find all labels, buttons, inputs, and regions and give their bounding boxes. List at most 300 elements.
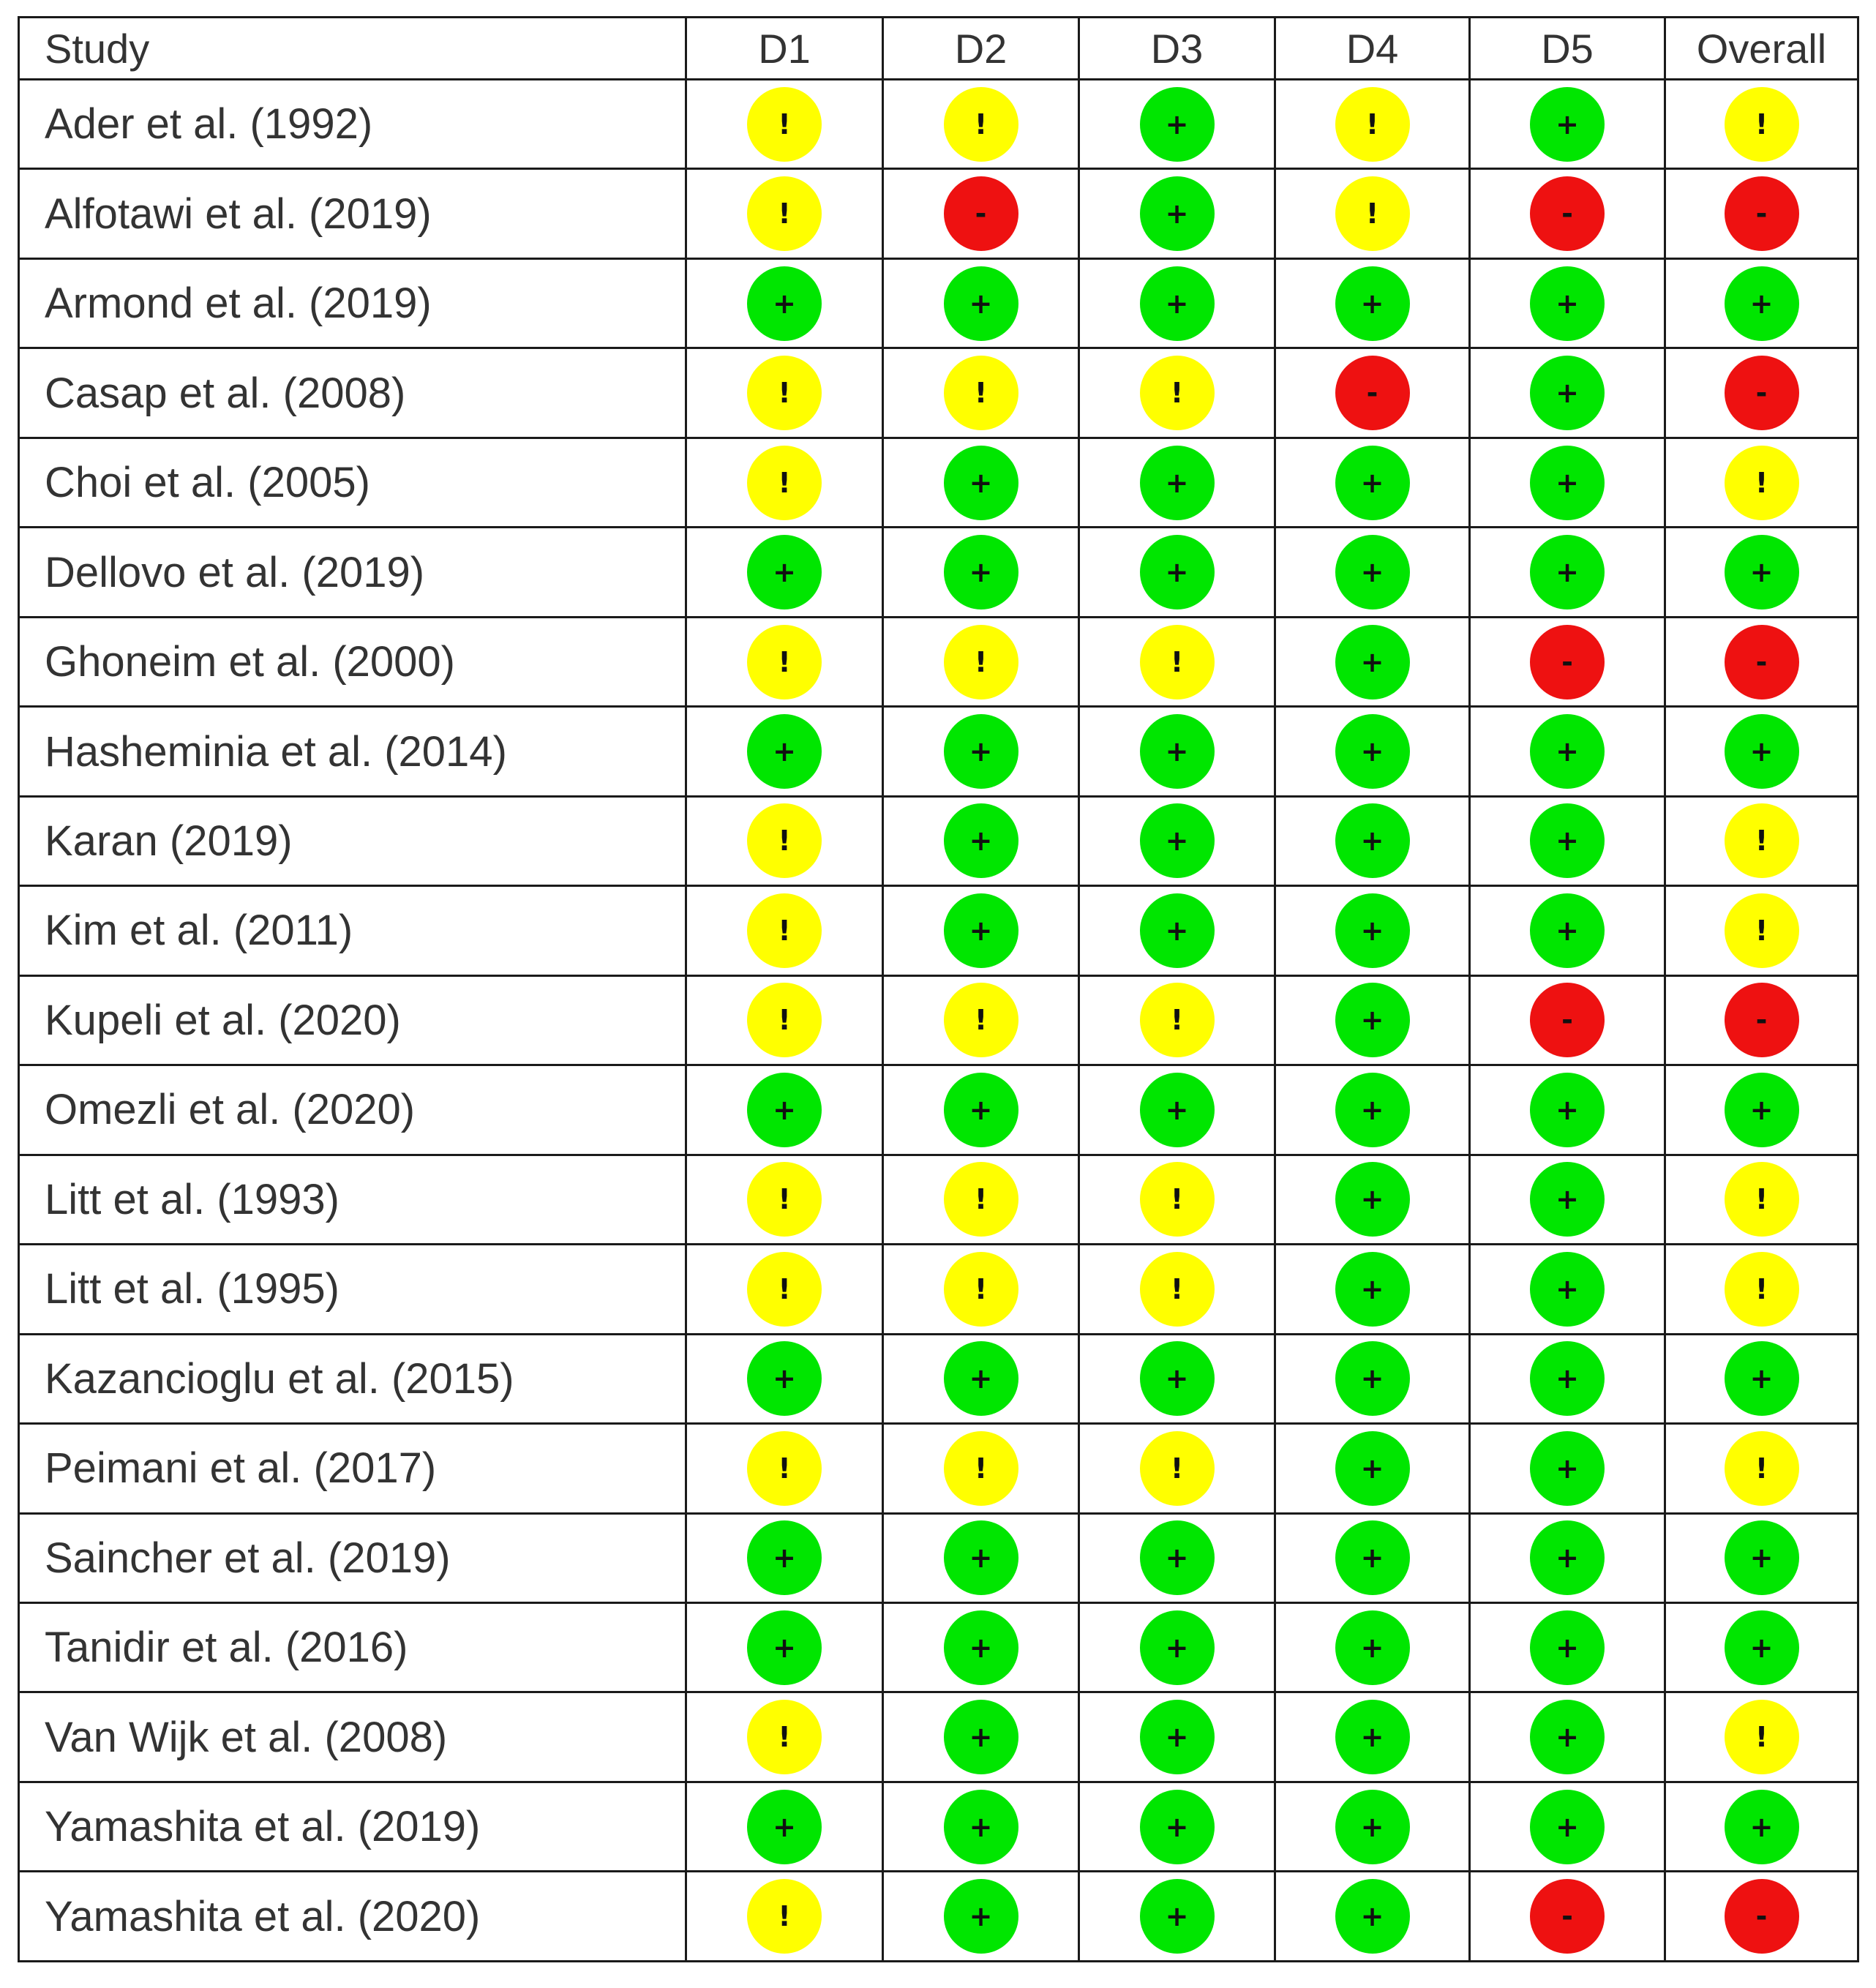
- rating-cell-d2: [883, 1334, 1079, 1423]
- rating-cell-d5: [1470, 1602, 1665, 1692]
- rating-cell-d3: [1079, 617, 1275, 706]
- rating-cell-d1: [686, 169, 883, 258]
- rating-cell-overall: [1665, 1245, 1858, 1334]
- rating-cell-d2: [883, 707, 1079, 796]
- rating-cell-d4: [1275, 1065, 1470, 1155]
- rating-cell-d2: [883, 1065, 1079, 1155]
- column-header-d4: D4: [1275, 18, 1470, 80]
- rating-cell-d2: [883, 1155, 1079, 1244]
- rating-cell-d2: [883, 348, 1079, 438]
- table-row: [19, 1782, 1858, 1871]
- rating-low-dot: +: [1725, 1520, 1799, 1595]
- rating-low-dot: +: [1140, 446, 1215, 520]
- rating-cell-d2: [883, 438, 1079, 527]
- rating-some-dot: !: [1140, 625, 1215, 699]
- rating-low-dot: +: [1530, 1341, 1605, 1416]
- rating-cell-d4: [1275, 617, 1470, 706]
- rating-low-dot: +: [1530, 266, 1605, 341]
- rating-cell-d2: [883, 796, 1079, 885]
- rating-cell-d1: [686, 1334, 883, 1423]
- rating-some-dot: !: [944, 1162, 1018, 1237]
- rating-cell-d4: [1275, 528, 1470, 617]
- rating-high-dot: -: [1530, 1879, 1605, 1954]
- rating-cell-d5: [1470, 1245, 1665, 1334]
- rating-low-dot: +: [1725, 1073, 1799, 1147]
- study-name: Casap et al. (2008): [19, 348, 686, 438]
- rating-low-dot: +: [747, 1790, 822, 1864]
- rating-cell-d2: [883, 1513, 1079, 1602]
- rating-cell-d3: [1079, 348, 1275, 438]
- rating-some-dot: !: [747, 625, 822, 699]
- rating-low-dot: +: [1530, 1162, 1605, 1237]
- column-header-study: Study: [19, 18, 686, 80]
- rating-low-dot: +: [1140, 893, 1215, 968]
- rating-cell-d5: [1470, 886, 1665, 975]
- rating-cell-overall: [1665, 886, 1858, 975]
- rating-low-dot: +: [1140, 1610, 1215, 1685]
- rating-low-dot: +: [1725, 714, 1799, 789]
- rating-cell-d2: [883, 169, 1079, 258]
- rating-low-dot: +: [1335, 893, 1410, 968]
- rating-cell-d1: [686, 1513, 883, 1602]
- column-header-d1: D1: [686, 18, 883, 80]
- rating-cell-d2: [883, 1424, 1079, 1513]
- rating-some-dot: !: [747, 446, 822, 520]
- rating-cell-d5: [1470, 438, 1665, 527]
- rating-some-dot: !: [944, 625, 1018, 699]
- rating-low-dot: +: [1725, 535, 1799, 609]
- rating-cell-d3: [1079, 1872, 1275, 1962]
- rating-cell-d4: [1275, 707, 1470, 796]
- rating-cell-d5: [1470, 80, 1665, 169]
- rating-cell-d1: [686, 1782, 883, 1871]
- rating-some-dot: !: [747, 983, 822, 1057]
- rating-cell-d2: [883, 1872, 1079, 1962]
- rating-some-dot: !: [1725, 87, 1799, 162]
- table-row: [19, 169, 1858, 258]
- rating-cell-overall: [1665, 1065, 1858, 1155]
- rating-cell-d2: [883, 617, 1079, 706]
- study-name: Van Wijk et al. (2008): [19, 1692, 686, 1782]
- rating-cell-overall: [1665, 1692, 1858, 1782]
- rating-cell-d1: [686, 528, 883, 617]
- rating-cell-d2: [883, 258, 1079, 348]
- rating-cell-d1: [686, 1692, 883, 1782]
- rating-low-dot: +: [1335, 983, 1410, 1057]
- rating-cell-d2: [883, 1245, 1079, 1334]
- rating-low-dot: +: [1335, 1610, 1410, 1685]
- rating-low-dot: +: [747, 1610, 822, 1685]
- table-row: [19, 1065, 1858, 1155]
- rating-cell-d1: [686, 1602, 883, 1692]
- study-name: Yamashita et al. (2020): [19, 1872, 686, 1962]
- rating-low-dot: +: [1530, 1252, 1605, 1327]
- rating-some-dot: !: [747, 1162, 822, 1237]
- rating-low-dot: +: [1725, 266, 1799, 341]
- rating-low-dot: +: [1140, 1790, 1215, 1864]
- rating-low-dot: +: [1335, 1431, 1410, 1506]
- rating-cell-d3: [1079, 438, 1275, 527]
- rating-cell-overall: [1665, 438, 1858, 527]
- rating-some-dot: !: [1725, 893, 1799, 968]
- study-name: Kupeli et al. (2020): [19, 975, 686, 1065]
- rating-high-dot: -: [1725, 625, 1799, 699]
- rating-cell-d1: [686, 258, 883, 348]
- column-header-d3: D3: [1079, 18, 1275, 80]
- rating-low-dot: +: [944, 1879, 1018, 1954]
- rating-low-dot: +: [1140, 803, 1215, 878]
- rating-cell-d3: [1079, 258, 1275, 348]
- rating-cell-d5: [1470, 1692, 1665, 1782]
- rating-high-dot: -: [1725, 176, 1799, 251]
- study-name: Peimani et al. (2017): [19, 1424, 686, 1513]
- rating-low-dot: +: [1530, 87, 1605, 162]
- rating-low-dot: +: [944, 535, 1018, 609]
- rating-high-dot: -: [1725, 356, 1799, 430]
- table-row: [19, 617, 1858, 706]
- rating-cell-d4: [1275, 1872, 1470, 1962]
- rating-cell-d1: [686, 975, 883, 1065]
- rating-low-dot: +: [944, 1790, 1018, 1864]
- rating-cell-d1: [686, 1155, 883, 1244]
- rating-cell-d1: [686, 1872, 883, 1962]
- column-header-overall: Overall: [1665, 18, 1858, 80]
- rating-low-dot: +: [1725, 1610, 1799, 1685]
- rating-some-dot: !: [1725, 1431, 1799, 1506]
- rating-cell-overall: [1665, 1602, 1858, 1692]
- rating-some-dot: !: [1140, 1162, 1215, 1237]
- rating-low-dot: +: [1530, 1700, 1605, 1774]
- rating-high-dot: -: [1530, 176, 1605, 251]
- rating-some-dot: !: [1725, 803, 1799, 878]
- rating-cell-d3: [1079, 1334, 1275, 1423]
- rating-cell-d2: [883, 80, 1079, 169]
- table-body: [19, 80, 1858, 1962]
- study-name: Omezli et al. (2020): [19, 1065, 686, 1155]
- rating-low-dot: +: [747, 1520, 822, 1595]
- rating-cell-d5: [1470, 1065, 1665, 1155]
- study-name: Karan (2019): [19, 796, 686, 885]
- rating-some-dot: !: [747, 176, 822, 251]
- table-row: [19, 1424, 1858, 1513]
- rating-low-dot: +: [747, 714, 822, 789]
- rating-some-dot: !: [747, 893, 822, 968]
- rating-cell-d4: [1275, 1334, 1470, 1423]
- rating-cell-d5: [1470, 1782, 1665, 1871]
- rating-cell-d5: [1470, 707, 1665, 796]
- rating-cell-d4: [1275, 1692, 1470, 1782]
- rating-cell-d5: [1470, 975, 1665, 1065]
- table-row: [19, 528, 1858, 617]
- study-name: Armond et al. (2019): [19, 258, 686, 348]
- rating-cell-d4: [1275, 796, 1470, 885]
- study-name: Hasheminia et al. (2014): [19, 707, 686, 796]
- rating-some-dot: !: [747, 1252, 822, 1327]
- rating-some-dot: !: [944, 1431, 1018, 1506]
- rating-cell-d5: [1470, 1513, 1665, 1602]
- rating-cell-d2: [883, 886, 1079, 975]
- rating-some-dot: !: [1140, 1431, 1215, 1506]
- rating-cell-d5: [1470, 617, 1665, 706]
- rating-high-dot: -: [1530, 983, 1605, 1057]
- rating-low-dot: +: [1335, 714, 1410, 789]
- rating-some-dot: !: [747, 356, 822, 430]
- table-row: [19, 258, 1858, 348]
- rating-low-dot: +: [1335, 1520, 1410, 1595]
- rating-some-dot: !: [1140, 1252, 1215, 1327]
- rating-cell-d1: [686, 1424, 883, 1513]
- rating-cell-d4: [1275, 1782, 1470, 1871]
- rating-low-dot: +: [1335, 1879, 1410, 1954]
- rating-cell-d1: [686, 1245, 883, 1334]
- rating-cell-d3: [1079, 796, 1275, 885]
- rating-low-dot: +: [1530, 1431, 1605, 1506]
- rating-cell-overall: [1665, 617, 1858, 706]
- rating-cell-d4: [1275, 1602, 1470, 1692]
- rating-low-dot: +: [1530, 356, 1605, 430]
- table-row: [19, 438, 1858, 527]
- rating-cell-d5: [1470, 348, 1665, 438]
- rating-low-dot: +: [944, 1700, 1018, 1774]
- rating-cell-overall: [1665, 1782, 1858, 1871]
- rating-some-dot: !: [1140, 983, 1215, 1057]
- table-row: [19, 1155, 1858, 1244]
- rating-low-dot: +: [1140, 1879, 1215, 1954]
- rating-cell-d4: [1275, 258, 1470, 348]
- rating-low-dot: +: [1140, 1073, 1215, 1147]
- rating-some-dot: !: [944, 983, 1018, 1057]
- rating-low-dot: +: [1335, 803, 1410, 878]
- study-name: Litt et al. (1995): [19, 1245, 686, 1334]
- rating-low-dot: +: [1530, 714, 1605, 789]
- table-row: [19, 707, 1858, 796]
- rating-some-dot: !: [1335, 176, 1410, 251]
- rating-low-dot: +: [1530, 803, 1605, 878]
- rating-cell-d3: [1079, 1782, 1275, 1871]
- rating-high-dot: -: [1725, 1879, 1799, 1954]
- table-row: [19, 1513, 1858, 1602]
- rating-cell-d3: [1079, 1602, 1275, 1692]
- column-header-d2: D2: [883, 18, 1079, 80]
- rating-some-dot: !: [1725, 1700, 1799, 1774]
- rating-cell-d1: [686, 617, 883, 706]
- table-row: [19, 1245, 1858, 1334]
- table-row: [19, 886, 1858, 975]
- rating-low-dot: +: [1530, 1073, 1605, 1147]
- rating-cell-d5: [1470, 796, 1665, 885]
- rating-cell-d2: [883, 1782, 1079, 1871]
- rating-cell-d5: [1470, 258, 1665, 348]
- column-header-d5: D5: [1470, 18, 1665, 80]
- rating-cell-d3: [1079, 169, 1275, 258]
- rating-cell-overall: [1665, 1334, 1858, 1423]
- rating-some-dot: !: [1725, 1162, 1799, 1237]
- study-name: Saincher et al. (2019): [19, 1513, 686, 1602]
- rating-high-dot: -: [1335, 356, 1410, 430]
- rating-cell-overall: [1665, 80, 1858, 169]
- rating-high-dot: -: [1530, 625, 1605, 699]
- rating-low-dot: +: [1140, 266, 1215, 341]
- rating-low-dot: +: [944, 1520, 1018, 1595]
- rating-cell-d1: [686, 707, 883, 796]
- rating-low-dot: +: [1335, 1073, 1410, 1147]
- rating-cell-d3: [1079, 707, 1275, 796]
- rating-low-dot: +: [1140, 176, 1215, 251]
- rating-cell-d4: [1275, 80, 1470, 169]
- header-row: [19, 18, 1858, 80]
- rating-some-dot: !: [747, 1700, 822, 1774]
- rating-some-dot: !: [1335, 87, 1410, 162]
- table-row: [19, 1602, 1858, 1692]
- rating-cell-d4: [1275, 1513, 1470, 1602]
- study-name: Litt et al. (1993): [19, 1155, 686, 1244]
- rating-cell-d1: [686, 438, 883, 527]
- rating-cell-d5: [1470, 1872, 1665, 1962]
- rating-cell-d4: [1275, 1245, 1470, 1334]
- rating-low-dot: +: [1530, 1790, 1605, 1864]
- study-name: Kazancioglu et al. (2015): [19, 1334, 686, 1423]
- study-name: Ader et al. (1992): [19, 80, 686, 169]
- rating-cell-d4: [1275, 975, 1470, 1065]
- rating-low-dot: +: [944, 446, 1018, 520]
- rating-cell-d3: [1079, 1692, 1275, 1782]
- rating-low-dot: +: [1725, 1790, 1799, 1864]
- rating-cell-overall: [1665, 1513, 1858, 1602]
- rating-low-dot: +: [1530, 893, 1605, 968]
- rating-low-dot: +: [1530, 1610, 1605, 1685]
- study-name: Choi et al. (2005): [19, 438, 686, 527]
- rating-low-dot: +: [1335, 535, 1410, 609]
- rating-low-dot: +: [944, 266, 1018, 341]
- rating-high-dot: -: [1725, 983, 1799, 1057]
- rating-cell-overall: [1665, 169, 1858, 258]
- rating-low-dot: +: [944, 1073, 1018, 1147]
- rating-cell-d3: [1079, 1155, 1275, 1244]
- table-row: [19, 796, 1858, 885]
- rating-low-dot: +: [1140, 87, 1215, 162]
- rating-low-dot: +: [1530, 1520, 1605, 1595]
- rating-low-dot: +: [747, 266, 822, 341]
- rating-cell-overall: [1665, 975, 1858, 1065]
- rating-cell-d1: [686, 1065, 883, 1155]
- study-name: Dellovo et al. (2019): [19, 528, 686, 617]
- rating-low-dot: +: [1530, 535, 1605, 609]
- rating-low-dot: +: [1725, 1341, 1799, 1416]
- table-row: [19, 975, 1858, 1065]
- study-name: Tanidir et al. (2016): [19, 1602, 686, 1692]
- study-name: Ghoneim et al. (2000): [19, 617, 686, 706]
- rating-cell-d5: [1470, 169, 1665, 258]
- rating-low-dot: +: [747, 1073, 822, 1147]
- rating-cell-d3: [1079, 1424, 1275, 1513]
- rating-cell-overall: [1665, 348, 1858, 438]
- rating-cell-d3: [1079, 1513, 1275, 1602]
- table-row: [19, 1692, 1858, 1782]
- rating-cell-overall: [1665, 528, 1858, 617]
- rating-high-dot: -: [944, 176, 1018, 251]
- rating-cell-overall: [1665, 1155, 1858, 1244]
- rating-low-dot: +: [944, 893, 1018, 968]
- rating-cell-d4: [1275, 886, 1470, 975]
- table-row: [19, 80, 1858, 169]
- rating-cell-d2: [883, 975, 1079, 1065]
- rating-cell-overall: [1665, 796, 1858, 885]
- rating-low-dot: +: [1140, 714, 1215, 789]
- rating-low-dot: +: [1140, 1700, 1215, 1774]
- rating-cell-overall: [1665, 1424, 1858, 1513]
- rating-some-dot: !: [747, 803, 822, 878]
- rating-cell-d4: [1275, 1155, 1470, 1244]
- rating-cell-d5: [1470, 1155, 1665, 1244]
- rating-low-dot: +: [944, 714, 1018, 789]
- rating-cell-d1: [686, 886, 883, 975]
- rating-cell-d5: [1470, 1334, 1665, 1423]
- rating-cell-d1: [686, 796, 883, 885]
- rating-low-dot: +: [1530, 446, 1605, 520]
- rating-low-dot: +: [1335, 1162, 1410, 1237]
- rating-some-dot: !: [747, 1879, 822, 1954]
- rating-cell-overall: [1665, 707, 1858, 796]
- rating-low-dot: +: [1335, 1790, 1410, 1864]
- study-name: Yamashita et al. (2019): [19, 1782, 686, 1871]
- rating-cell-d3: [1079, 886, 1275, 975]
- rating-cell-d3: [1079, 975, 1275, 1065]
- rating-cell-d1: [686, 80, 883, 169]
- rating-cell-d3: [1079, 80, 1275, 169]
- rating-cell-overall: [1665, 1872, 1858, 1962]
- rating-cell-d3: [1079, 1245, 1275, 1334]
- rating-some-dot: !: [747, 87, 822, 162]
- rating-low-dot: +: [1140, 1341, 1215, 1416]
- rating-cell-d4: [1275, 1424, 1470, 1513]
- rating-some-dot: !: [1140, 356, 1215, 430]
- rating-cell-d4: [1275, 438, 1470, 527]
- rating-cell-d3: [1079, 528, 1275, 617]
- rating-cell-d5: [1470, 1424, 1665, 1513]
- rating-low-dot: +: [1140, 535, 1215, 609]
- table-row: [19, 348, 1858, 438]
- rating-cell-d4: [1275, 348, 1470, 438]
- rating-low-dot: +: [1140, 1520, 1215, 1595]
- rating-low-dot: +: [944, 1610, 1018, 1685]
- rating-low-dot: +: [1335, 1700, 1410, 1774]
- rating-cell-d3: [1079, 1065, 1275, 1155]
- rating-low-dot: +: [747, 1341, 822, 1416]
- rating-some-dot: !: [1725, 446, 1799, 520]
- rating-low-dot: +: [1335, 446, 1410, 520]
- rating-low-dot: +: [747, 535, 822, 609]
- rating-low-dot: +: [944, 1341, 1018, 1416]
- rating-some-dot: !: [1725, 1252, 1799, 1327]
- rating-some-dot: !: [944, 87, 1018, 162]
- study-name: Alfotawi et al. (2019): [19, 169, 686, 258]
- rating-low-dot: +: [1335, 625, 1410, 699]
- table-row: [19, 1334, 1858, 1423]
- rating-cell-d5: [1470, 528, 1665, 617]
- rating-cell-d2: [883, 1692, 1079, 1782]
- study-name: Kim et al. (2011): [19, 886, 686, 975]
- rating-cell-overall: [1665, 258, 1858, 348]
- rating-low-dot: +: [944, 803, 1018, 878]
- rating-cell-d1: [686, 348, 883, 438]
- rating-some-dot: !: [944, 356, 1018, 430]
- rating-some-dot: !: [944, 1252, 1018, 1327]
- table-row: [19, 1872, 1858, 1962]
- risk-of-bias-table: [18, 16, 1859, 1962]
- rating-some-dot: !: [747, 1431, 822, 1506]
- rating-cell-d2: [883, 528, 1079, 617]
- rating-cell-d2: [883, 1602, 1079, 1692]
